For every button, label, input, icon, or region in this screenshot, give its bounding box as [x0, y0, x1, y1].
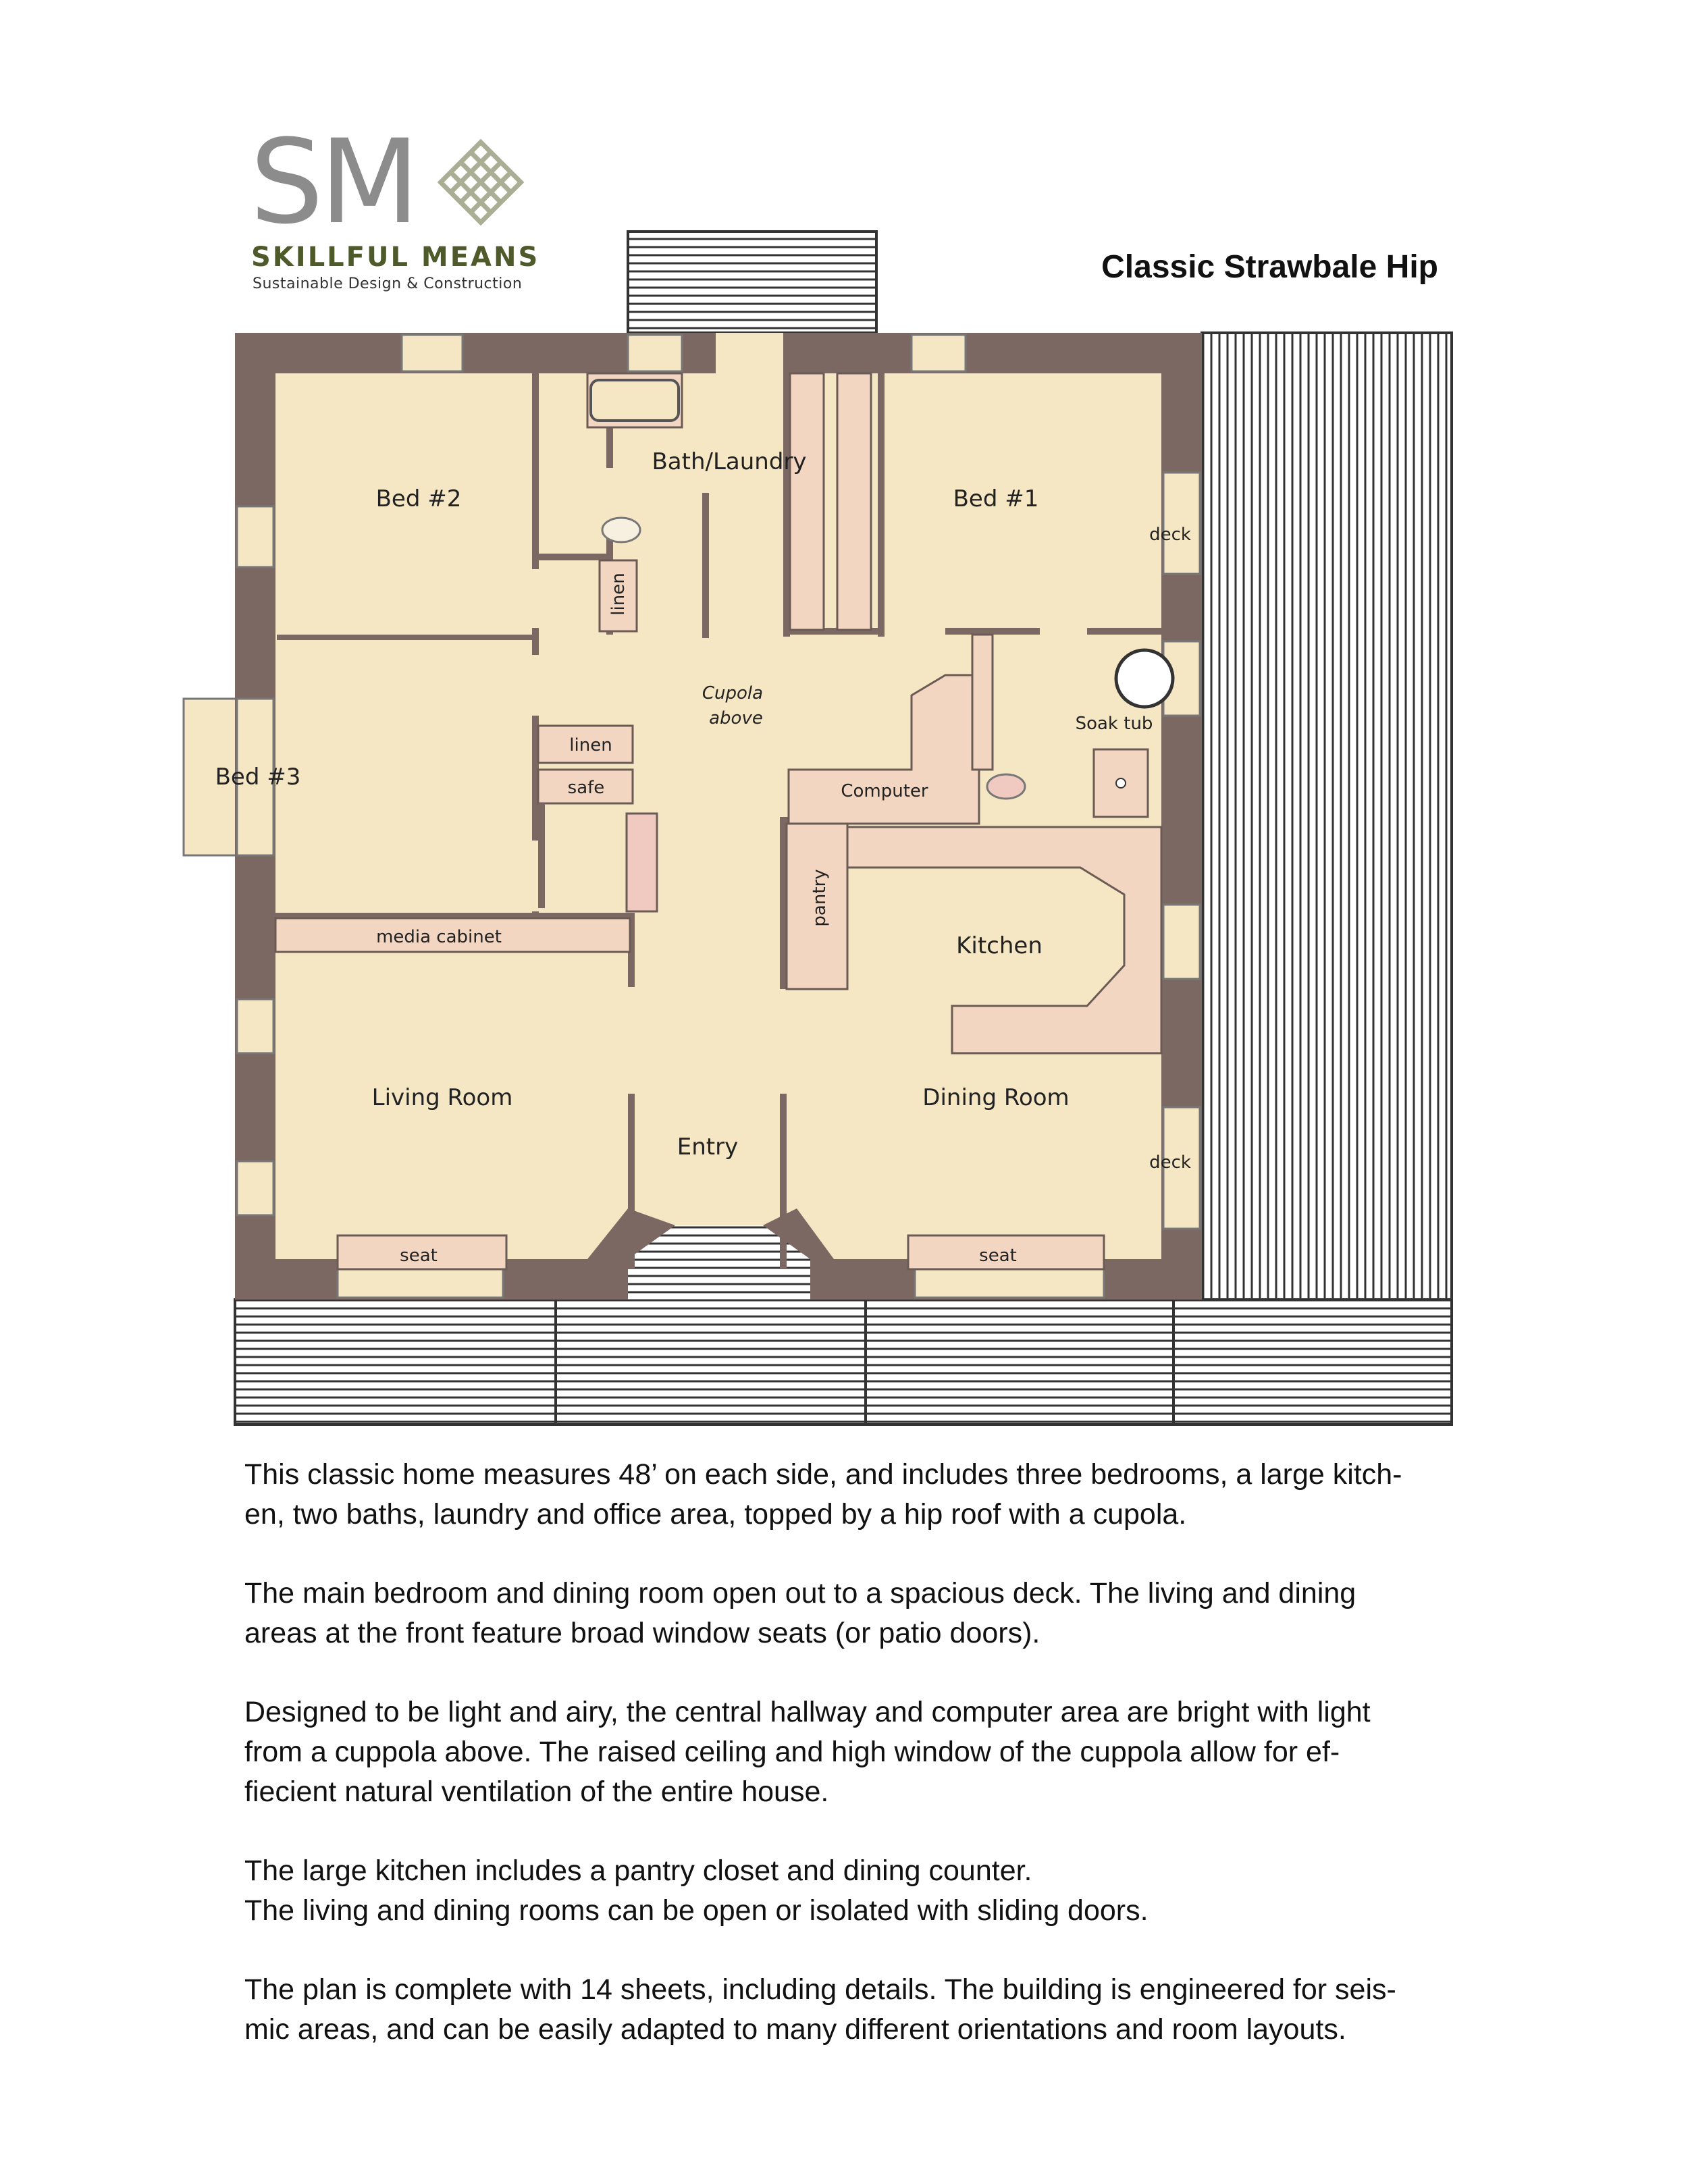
- description: [244, 1455, 1453, 2089]
- description-line: The plan is complete with 14 sheets, including details. The building is engineered for seis-: [244, 1973, 1396, 2006]
- description-paragraph: [244, 1455, 1453, 1535]
- toilet-icon: [602, 518, 640, 542]
- label-computer: Computer: [841, 781, 928, 801]
- label-bath-laundry: Bath/Laundry: [652, 448, 807, 475]
- description-line: Designed to be light and airy, the central hallway and computer area are bright with light: [244, 1696, 1371, 1728]
- logo-tagline: Sustainable Design & Construction: [253, 275, 523, 292]
- label-cupola-1: Cupola: [702, 683, 764, 703]
- description-line: mic areas, and can be easily adapted to many different orientations and room layouts.: [244, 2013, 1346, 2046]
- label-kitchen: Kitchen: [956, 932, 1043, 959]
- page-title: Classic Strawbale Hip: [1101, 249, 1438, 285]
- label-linen: linen: [569, 735, 612, 755]
- label-linen-vertical: linen: [608, 572, 629, 616]
- laundry-counter: [790, 373, 824, 630]
- bathtub-icon: [591, 380, 679, 421]
- label-bed-3: Bed #3: [215, 764, 301, 791]
- rear-steps: [628, 232, 876, 333]
- description-line: The living and dining rooms can be open or isolated with sliding doors.: [244, 1894, 1149, 1927]
- label-deck-upper: deck: [1149, 525, 1191, 545]
- description-line: The main bedroom and dining room open out to a spacious deck. The living and dining: [244, 1577, 1356, 1609]
- label-media-cabinet: media cabinet: [376, 927, 502, 947]
- logo-monogram: SM: [250, 114, 416, 250]
- description-paragraph: [244, 1970, 1453, 2050]
- label-dining-room: Dining Room: [922, 1084, 1070, 1111]
- deck-right: [1202, 333, 1452, 1300]
- label-pantry: pantry: [810, 869, 830, 927]
- description-paragraph: [244, 1693, 1453, 1812]
- label-safe: safe: [567, 778, 605, 798]
- label-deck-lower: deck: [1149, 1152, 1191, 1173]
- label-bed-1: Bed #1: [953, 485, 1039, 512]
- description-paragraph: [244, 1851, 1453, 1931]
- description-line: This classic home measures 48’ on each side, and includes three bedrooms, a large kitch-: [244, 1458, 1402, 1491]
- label-seat-left: seat: [400, 1246, 438, 1266]
- hall-cabinet: [627, 814, 657, 911]
- toilet-icon-2: [987, 774, 1025, 799]
- description-line: from a cuppola above. The raised ceiling and high window of the cuppola allow for ef-: [244, 1736, 1340, 1768]
- soak-tub-icon: [1116, 650, 1173, 707]
- description-line: fiecient natural ventilation of the entire house.: [244, 1776, 829, 1808]
- sink-icon: [1116, 778, 1126, 788]
- description-paragraph: [244, 1574, 1453, 1653]
- label-seat-right: seat: [979, 1246, 1017, 1266]
- logo-company-name: SKILLFUL MEANS: [251, 242, 540, 273]
- label-entry: Entry: [677, 1134, 739, 1161]
- label-soak-tub: Soak tub: [1075, 714, 1153, 734]
- description-line: areas at the front feature broad window seats (or patio doors).: [244, 1617, 1040, 1649]
- description-line: en, two baths, laundry and office area, topped by a hip roof with a cupola.: [244, 1498, 1187, 1530]
- label-bed-2: Bed #2: [375, 485, 462, 512]
- label-cupola-2: above: [709, 708, 763, 728]
- label-living-room: Living Room: [371, 1084, 513, 1111]
- description-line: The large kitchen includes a pantry closet and dining counter.: [244, 1855, 1032, 1887]
- closet-divider: [837, 373, 871, 630]
- bath2-wall-block: [972, 635, 993, 770]
- deck-front: [235, 1300, 1452, 1424]
